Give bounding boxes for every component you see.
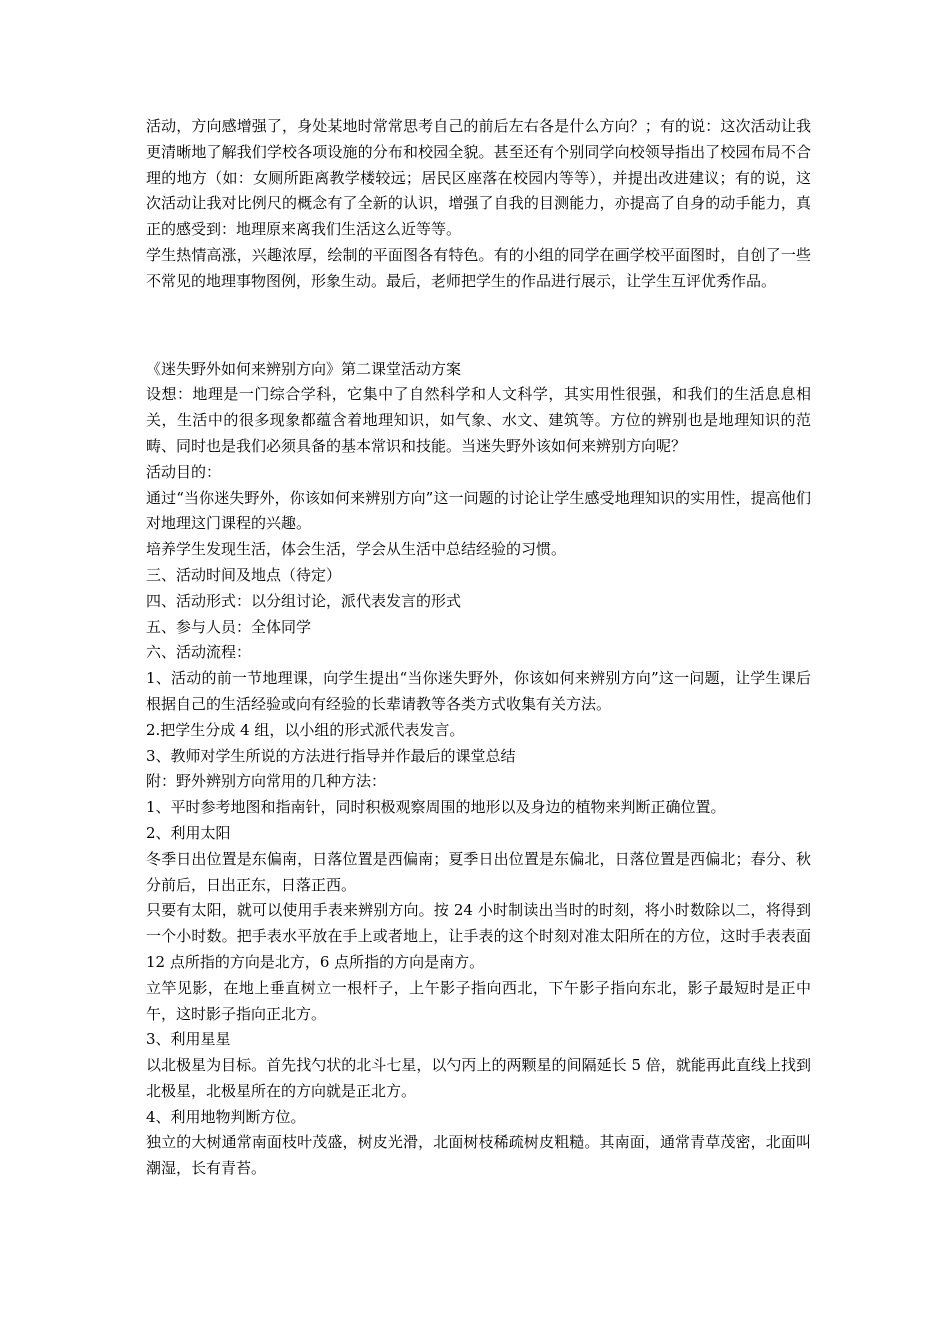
body-paragraph: 培养学生发现生活，体会生活，学会从生活中总结经验的习惯。: [146, 540, 567, 559]
section-title: 《迷失野外如何来辨别方向》第二课堂活动方案: [146, 359, 462, 378]
body-paragraph: 附：野外辨别方向常用的几种方法：: [146, 772, 387, 791]
body-paragraph: 冬季日出位置是东偏南，日落位置是西偏南；夏季日出位置是东偏北，日落位置是西偏北；春分、秋分前后，日出正东，日落正西。: [146, 849, 811, 894]
section-gap: [146, 295, 811, 357]
body-paragraph: 通过“当你迷失野外，你该如何来辨别方向”这一问题的讨论让学生感受地理知识的实用性，提高他们对地理这门课程的兴趣。: [146, 488, 811, 533]
body-paragraph: 四、活动形式：以分组讨论，派代表发言的形式: [146, 591, 462, 610]
document-body: [146, 114, 811, 1182]
body-paragraph: 五、参与人员：全体同学: [146, 617, 312, 636]
body-paragraph: 2.把学生分成 4 组，以小组的形式派代表发言。: [146, 720, 465, 739]
body-paragraph: 活动目的：: [146, 462, 222, 481]
body-paragraph: 活动，方向感增强了，身处某地时常常思考自己的前后左右各是什么方向？；有的说：这次活动让我更清晰地了解我们学校各项设施的分布和校园全貌。甚至还有个别同学向校领导指出了校园布局不合理的地方（如：女厕所距离教学楼较远；居民区座落在校园内等等），并提出改进建议；有的说，这次活动让我对比例尺的概念有了全新的认识，增强了自我的目测能力，亦提高了自身的动手能力，真正的感受到：地理原来离我们生活这么近等等。: [146, 117, 811, 239]
body-paragraph: 3、教师对学生所说的方法进行指导并作最后的课堂总结: [146, 746, 516, 765]
body-paragraph: 立竿见影，在地上垂直树立一根杆子，上午影子指向西北，下午影子指向东北，影子最短时是正中午，这时影子指向正北方。: [146, 978, 811, 1023]
body-paragraph: 六、活动流程：: [146, 643, 252, 662]
body-paragraph: 1、平时参考地图和指南针，同时积极观察周围的地形以及身边的植物来判断正确位置。: [146, 798, 726, 817]
body-paragraph: 学生热情高涨，兴趣浓厚，绘制的平面图各有特色。有的小组的同学在画学校平面图时，自创了一些不常见的地理事物图例，形象生动。最后，老师把学生的作品进行展示，让学生互评优秀作品。: [146, 245, 811, 290]
body-paragraph: 独立的大树通常南面枝叶茂盛，树皮光滑，北面树枝稀疏树皮粗糙。其南面，通常青草茂密，北面叫潮湿，长有青苔。: [146, 1133, 811, 1178]
body-paragraph: 三、活动时间及地点（待定）: [146, 565, 342, 584]
body-paragraph: 4、利用地物判断方位。: [146, 1107, 306, 1126]
body-paragraph: 以北极星为目标。首先找勺状的北斗七星，以勺丙上的两颗星的间隔延长 5 倍，就能再此直线上找到北极星，北极星所在的方向就是正北方。: [146, 1056, 811, 1100]
body-paragraph: 设想：地理是一门综合学科，它集中了自然科学和人文科学，其实用性很强，和我们的生活息息相关，生活中的很多现象都蕴含着地理知识，如气象、水文、建筑等。方位的辨别也是地理知识的范畴、同时也是我们必须具备的基本常识和技能。当迷失野外该如何来辨别方向呢？: [146, 385, 811, 455]
body-paragraph: 3、利用星星: [146, 1030, 231, 1049]
body-paragraph: 只要有太阳，就可以使用手表来辨别方向。按 24 小时制读出当时的时刻，将小时数除以二，将得到一个小时数。把手表水平放在手上或者地上，让手表的这个时刻对准太阳所在的方位，这时手表表面 12 点所指的方向是北方，6 点所指的方向是南方。: [146, 901, 811, 971]
body-paragraph: 1、活动的前一节地理课，向学生提出“当你迷失野外，你该如何来辨别方向”这一问题，让学生课后根据自己的生活经验或向有经验的长辈请教等各类方式收集有关方法。: [146, 669, 811, 713]
body-paragraph: 2、利用太阳: [146, 823, 231, 842]
